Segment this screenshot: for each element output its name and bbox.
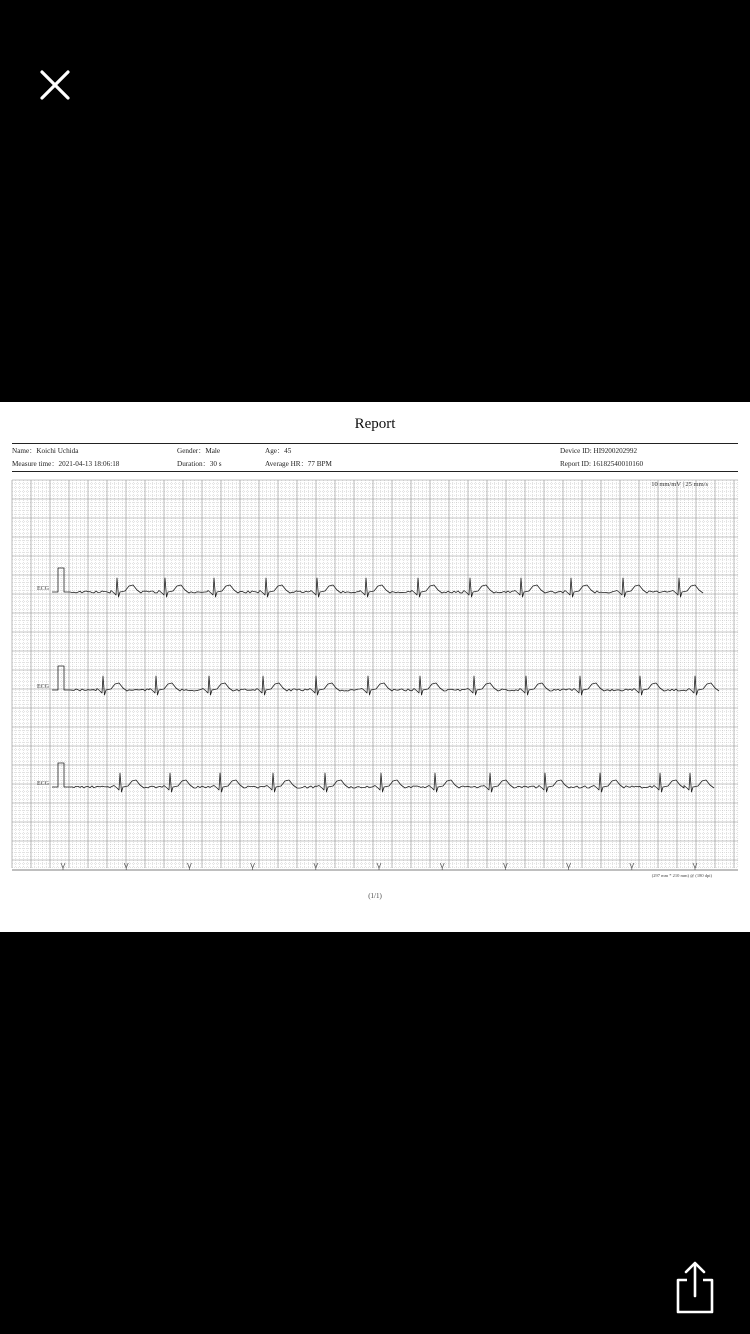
- header-divider-bottom: [12, 471, 738, 472]
- ecg-lead-label: ECG: [37, 586, 49, 592]
- ecg-lead-label: ECG: [37, 684, 49, 690]
- ecg-time-marker: [693, 863, 697, 870]
- device-id: Device ID: HI9200202992: [560, 447, 638, 455]
- duration: Duration：30 s: [177, 460, 222, 468]
- patient-age: Age：45: [265, 447, 292, 455]
- close-button[interactable]: [30, 60, 80, 110]
- ecg-lead-label: ECG: [37, 781, 49, 787]
- header-divider-top: [12, 443, 738, 444]
- measure-time: Measure time：2021-04-13 18:06:18: [12, 460, 120, 468]
- ecg-report-image: [0, 402, 750, 932]
- ecg-grid: [12, 480, 738, 868]
- ecg-time-marker: [503, 863, 507, 870]
- report-id: Report ID: 16182540010160: [560, 460, 644, 468]
- average-hr: Average HR：77 BPM: [265, 460, 332, 468]
- share-icon: [668, 1258, 722, 1318]
- close-icon: [30, 60, 80, 110]
- patient-name: Name：Koichi Uchida: [12, 447, 79, 455]
- patient-gender: Gender：Male: [177, 447, 221, 455]
- report-title: Report: [354, 416, 396, 432]
- share-button[interactable]: [668, 1258, 722, 1318]
- ecg-chart-area: [0, 402, 750, 932]
- scale-label: 10 mm/mV | 25 mm/s: [651, 481, 708, 488]
- ecg-time-marker: [630, 863, 634, 870]
- ecg-trace: [52, 666, 719, 695]
- paper-size-note: (297 mm * 210 mm) @ (180 dpi): [651, 873, 712, 878]
- ecg-trace: [52, 568, 703, 597]
- page-number: (1/1): [368, 892, 382, 900]
